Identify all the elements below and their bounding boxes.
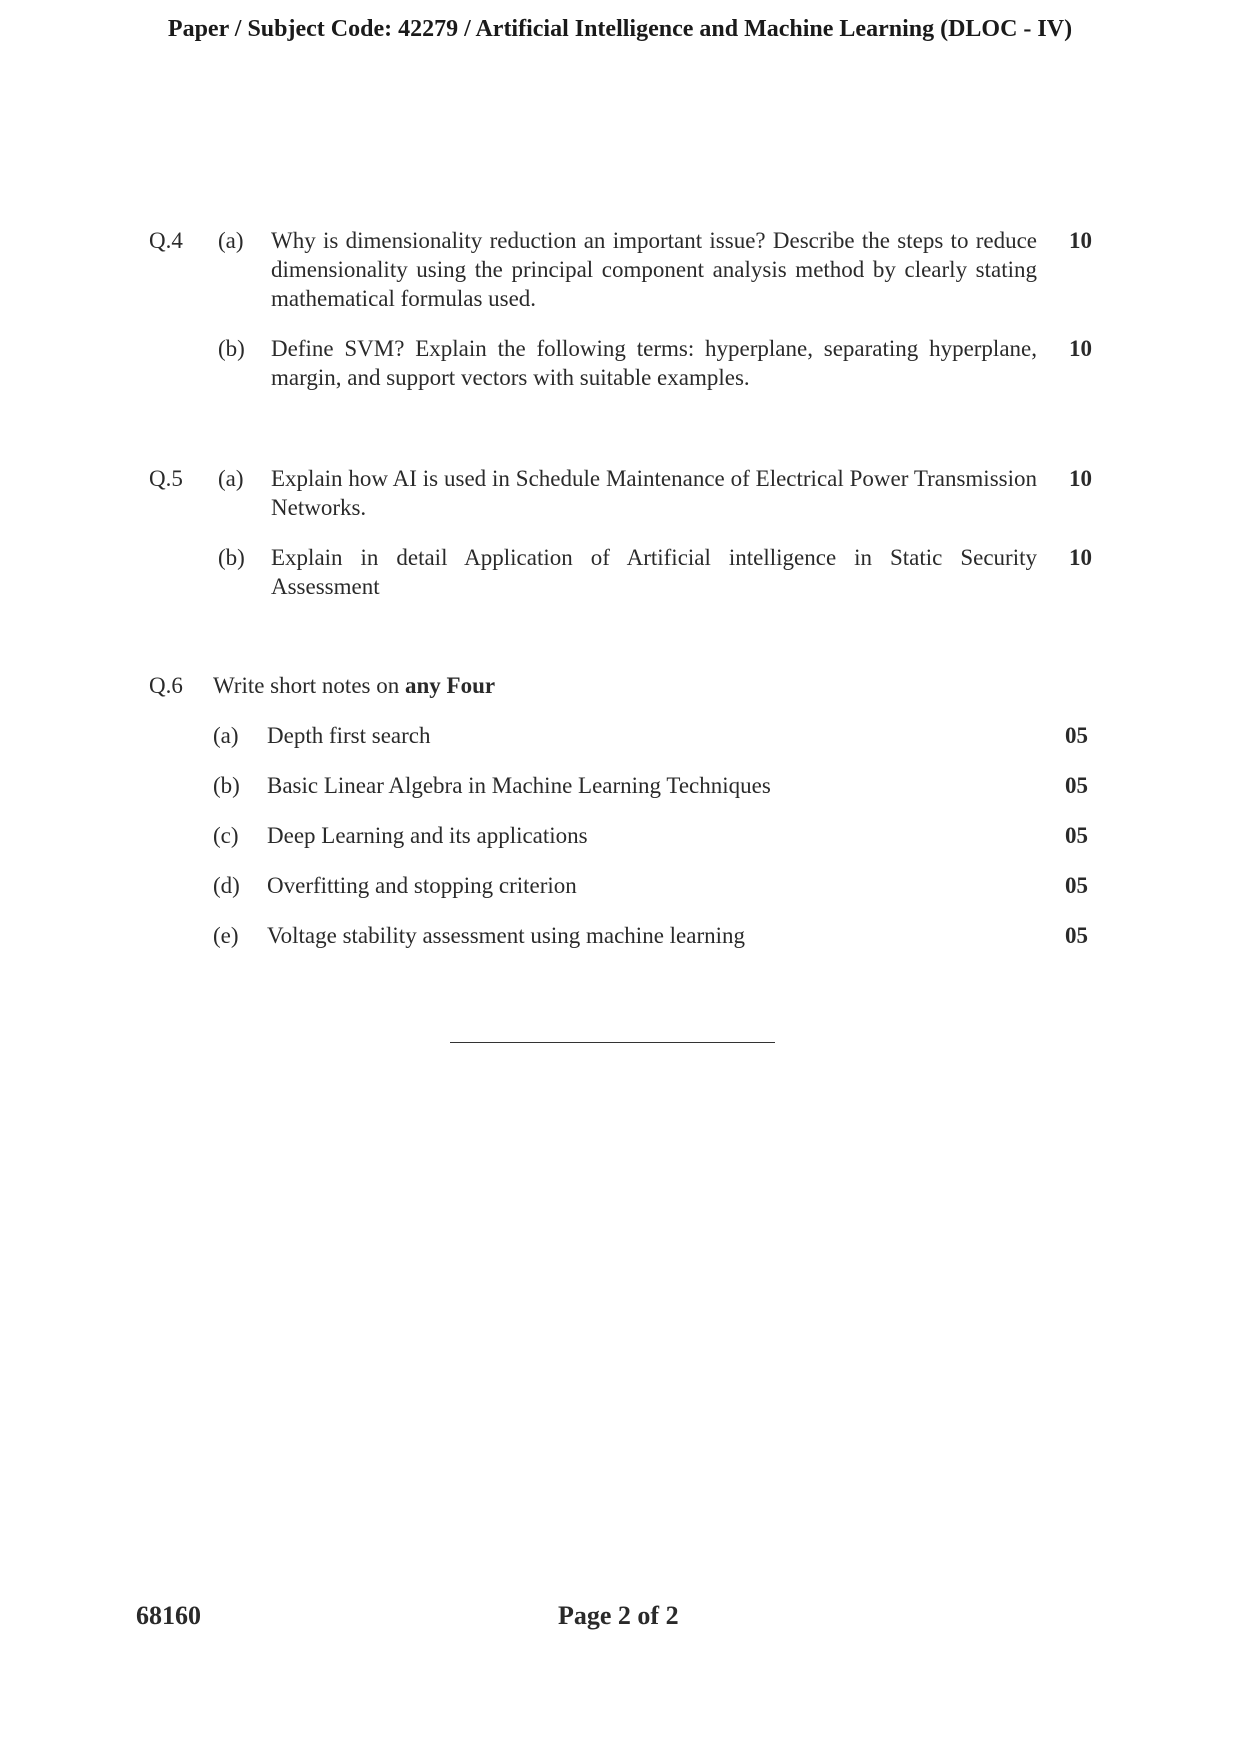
short-note-b — [149, 771, 1240, 800]
footer-page-number: Page 2 of 2 — [558, 1601, 679, 1630]
marks: 10 — [1069, 466, 1092, 491]
marks: 05 — [1065, 773, 1088, 798]
part-text: Voltage stability assessment using machine learning — [267, 923, 746, 948]
short-note-e — [149, 921, 1240, 950]
part-label: (b) — [218, 336, 245, 361]
part-text: Overfitting and stopping criterion — [267, 873, 577, 898]
questions — [0, 226, 1240, 1043]
part-label: (a) — [218, 228, 244, 253]
question-number: Q.6 — [149, 673, 183, 698]
part-label: (b) — [213, 773, 240, 798]
part-text: Basic Linear Algebra in Machine Learning Techniques — [267, 773, 771, 798]
question-number: Q.4 — [149, 228, 183, 253]
marks: 10 — [1069, 545, 1092, 570]
question-5b — [149, 543, 1240, 601]
marks: 05 — [1065, 873, 1088, 898]
marks: 10 — [1069, 336, 1092, 361]
intro-text: Write short notes on — [213, 673, 400, 698]
marks: 05 — [1065, 923, 1088, 948]
marks: 05 — [1065, 823, 1088, 848]
part-text: Why is dimensionality reduction an important issue? Describe the steps to reduce dimensionality using the principal component analysis method by clearly stating mathematical formulas used. — [271, 228, 1037, 311]
part-text: Depth first search — [267, 723, 431, 748]
question-4 — [149, 226, 1240, 313]
marks: 10 — [1069, 228, 1092, 253]
part-text: Define SVM? Explain the following terms: hyperplane, separating hyperplane, margin, and support vectors with suitable examples. — [271, 336, 1037, 390]
part-text: Explain in detail Application of Artificial intelligence in Static Security Assessment — [271, 545, 1037, 599]
part-label: (e) — [213, 923, 239, 948]
short-note-c — [149, 821, 1240, 850]
part-label: (b) — [218, 545, 245, 570]
end-rule — [450, 1042, 775, 1043]
question-6 — [149, 671, 1240, 700]
part-label: (c) — [213, 823, 239, 848]
part-label: (d) — [213, 873, 240, 898]
part-label: (a) — [218, 466, 244, 491]
footer-code: 68160 — [136, 1601, 201, 1630]
part-text: Explain how AI is used in Schedule Maintenance of Electrical Power Transmission Networks. — [271, 466, 1037, 520]
page-header: Paper / Subject Code: 42279 / Artificial Intelligence and Machine Learning (DLOC - IV) — [167, 16, 1073, 42]
question-4b — [149, 334, 1240, 392]
short-note-a — [149, 721, 1240, 750]
marks: 05 — [1065, 723, 1088, 748]
part-text: Deep Learning and its applications — [267, 823, 588, 848]
part-label: (a) — [213, 723, 239, 748]
question-5 — [149, 464, 1240, 522]
intro-bold: any Four — [405, 673, 496, 698]
short-note-d — [149, 871, 1240, 900]
question-number: Q.5 — [149, 466, 183, 491]
